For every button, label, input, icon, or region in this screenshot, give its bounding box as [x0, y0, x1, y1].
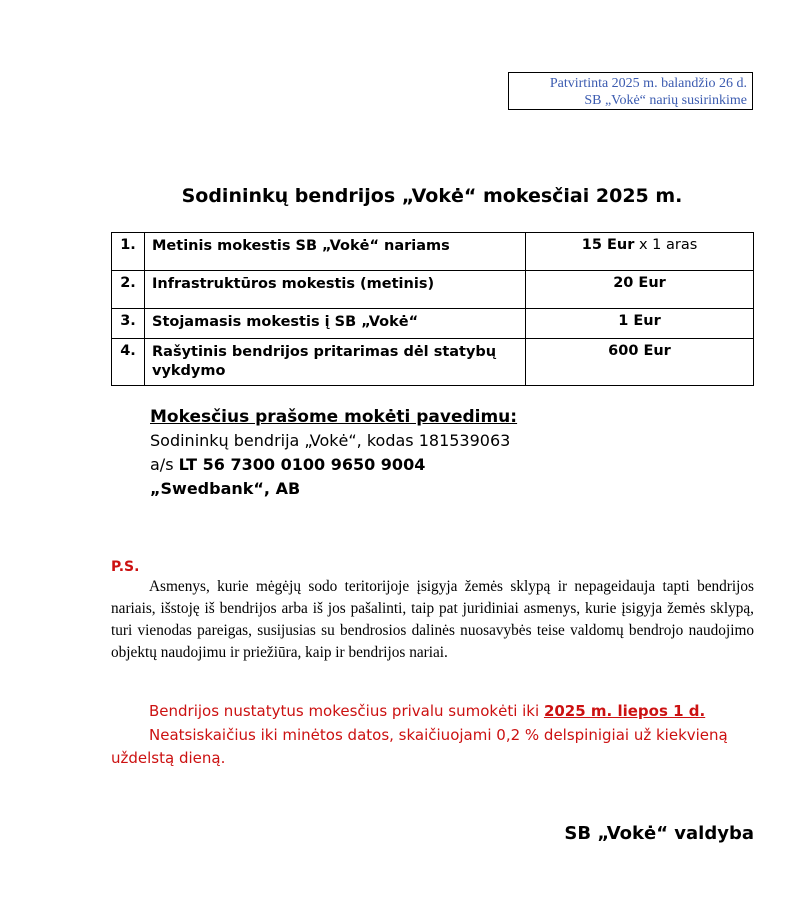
fee-amount-value: 20 Eur: [613, 275, 666, 291]
row-number: 3.: [112, 309, 145, 339]
deadline-line: [111, 700, 754, 724]
ps-label: P.S.: [111, 559, 140, 575]
fee-amount-value: 600 Eur: [608, 343, 671, 359]
fee-amount: [526, 233, 754, 271]
table-row: [112, 339, 754, 386]
bank-account-number: LT 56 7300 0100 9650 9004: [178, 455, 426, 474]
deadline-notice: [111, 700, 754, 771]
payment-account-line: [150, 453, 517, 477]
row-number: 2.: [112, 271, 145, 309]
table-row: [112, 271, 754, 309]
ps-paragraph: Asmenys, kurie mėgėjų sodo teritorijoje įsigyja žemės sklypą ir nepageidauja tapti bendrijos nariais, išstoję iš bendrijos arba iš jos pašalinti, taip pat juridiniai asmenys, kurie įsigyja žemės sklypą, turi vienodas pareigas, susijusias su bendrosios dalinės nuosavybės teise valdomų bendrojo naudojimo objektų naudojimu ir priežiūra, kaip ir bendrijos nariai.: [111, 578, 754, 661]
fee-amount: [526, 271, 754, 309]
signature: SB „Vokė“ valdyba: [564, 823, 754, 844]
bank-name: „Swedbank“, AB: [150, 479, 301, 498]
fee-amount-value: 15 Eur: [581, 237, 635, 253]
table-row: [112, 233, 754, 271]
table-row: [112, 309, 754, 339]
fees-table: [111, 232, 754, 386]
row-number: 1.: [112, 233, 145, 271]
fee-amount-unit: x 1 aras: [634, 237, 698, 253]
fee-name: Metinis mokestis SB „Vokė“ nariams: [145, 233, 526, 271]
row-number: 4.: [112, 339, 145, 386]
account-prefix: a/s: [150, 455, 179, 474]
fee-name: Stojamasis mokestis į SB „Vokė“: [145, 309, 526, 339]
page-title: Sodininkų bendrijos „Vokė“ mokesčiai 2025 m.: [181, 185, 683, 207]
payment-details: [150, 405, 517, 501]
deadline-date: 2025 m. liepos 1 d.: [543, 702, 706, 720]
fee-amount-value: 1 Eur: [618, 313, 661, 329]
fee-name: Infrastruktūros mokestis (metinis): [145, 271, 526, 309]
fee-amount: [526, 339, 754, 386]
approval-line-1: Patvirtinta 2025 m. balandžio 26 d.: [549, 76, 747, 91]
payment-heading: Mokesčius prašome mokėti pavedimu:: [150, 407, 518, 427]
approval-note: [508, 72, 753, 110]
deadline-text: Bendrijos nustatytus mokesčius privalu sumokėti iki: [149, 702, 544, 720]
penalty-text: Neatsiskaičius iki minėtos datos, skaičiuojami 0,2 % delspinigiai už kiekvieną uždelstą dieną.: [111, 725, 728, 767]
fee-name: Rašytinis bendrijos pritarimas dėl statybų vykdymo: [145, 339, 526, 386]
payment-recipient: Sodininkų bendrija „Vokė“, kodas 181539063: [150, 431, 511, 450]
approval-line-2: SB „Vokė“ narių susirinkime: [584, 93, 747, 108]
fee-amount: [526, 309, 754, 339]
